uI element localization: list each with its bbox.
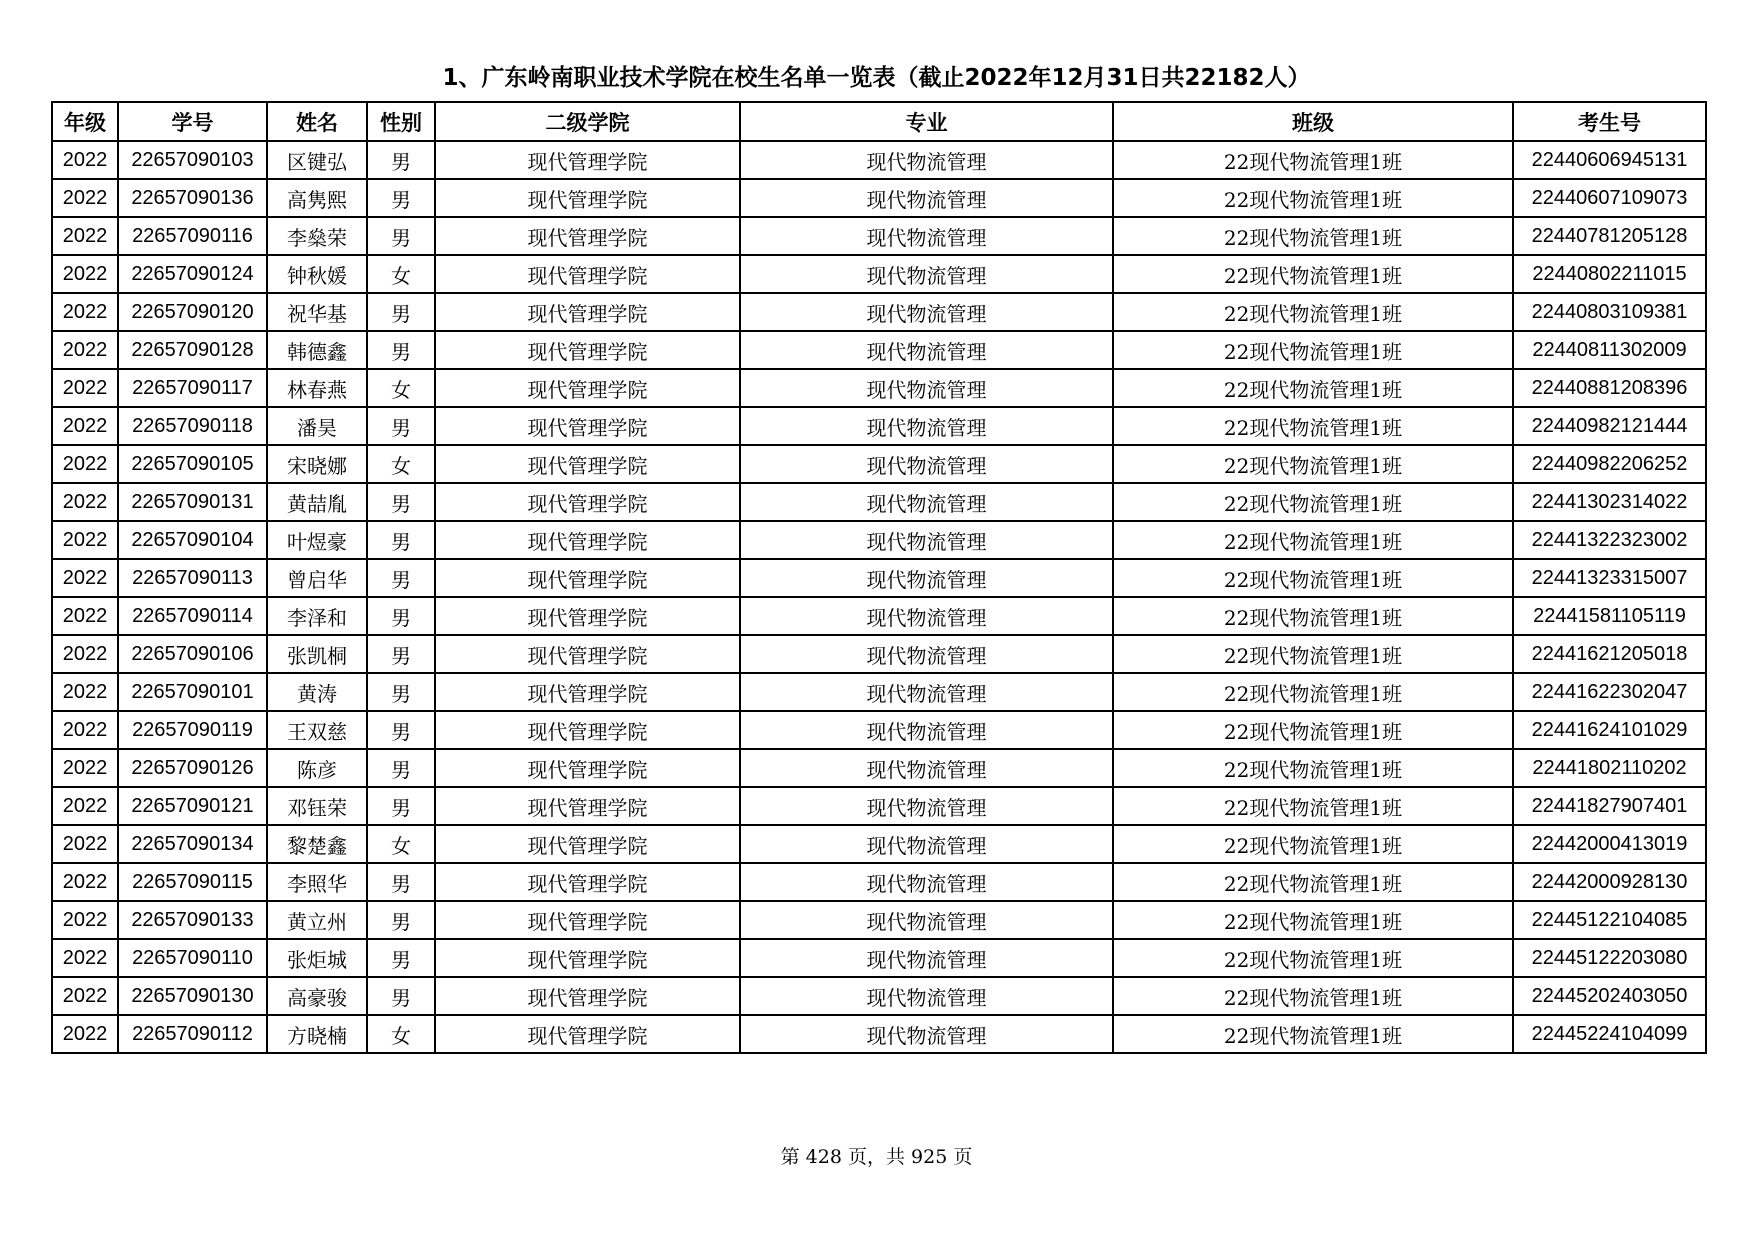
gender-cell: 男 — [367, 901, 435, 939]
college-cell: 现代管理学院 — [435, 179, 740, 217]
student-id-cell: 22657090101 — [118, 673, 267, 711]
class-cell: 22现代物流管理1班 — [1113, 293, 1513, 331]
grade-cell: 2022 — [52, 179, 118, 217]
grade-cell: 2022 — [52, 331, 118, 369]
name-cell: 张凯桐 — [267, 635, 367, 673]
gender-cell: 女 — [367, 369, 435, 407]
college-cell: 现代管理学院 — [435, 749, 740, 787]
exam-number-cell: 22445122203080 — [1513, 939, 1706, 977]
page-number-footer: 第 428 页，共 925 页 — [780, 1146, 973, 1168]
gender-cell: 男 — [367, 521, 435, 559]
major-cell: 现代物流管理 — [740, 825, 1113, 863]
exam-number-cell: 22441323315007 — [1513, 559, 1706, 597]
gender-cell: 男 — [367, 217, 435, 255]
major-cell: 现代物流管理 — [740, 483, 1113, 521]
class-cell: 22现代物流管理1班 — [1113, 1015, 1513, 1053]
table-row — [52, 141, 1706, 179]
table-row — [52, 445, 1706, 483]
exam-number-cell: 22441322323002 — [1513, 521, 1706, 559]
table-row — [52, 749, 1706, 787]
college-cell: 现代管理学院 — [435, 521, 740, 559]
student-id-cell: 22657090133 — [118, 901, 267, 939]
table-row — [52, 331, 1706, 369]
name-cell: 祝华基 — [267, 293, 367, 331]
class-cell: 22现代物流管理1班 — [1113, 977, 1513, 1015]
exam-number-cell: 22440982121444 — [1513, 407, 1706, 445]
student-id-cell: 22657090105 — [118, 445, 267, 483]
name-cell: 叶煜豪 — [267, 521, 367, 559]
class-cell: 22现代物流管理1班 — [1113, 255, 1513, 293]
grade-cell: 2022 — [52, 749, 118, 787]
exam-number-cell: 22441624101029 — [1513, 711, 1706, 749]
grade-cell: 2022 — [52, 977, 118, 1015]
class-cell: 22现代物流管理1班 — [1113, 483, 1513, 521]
table-row — [52, 521, 1706, 559]
table-row — [52, 293, 1706, 331]
exam-number-cell: 22445224104099 — [1513, 1015, 1706, 1053]
grade-cell: 2022 — [52, 521, 118, 559]
table-row — [52, 1015, 1706, 1053]
class-cell: 22现代物流管理1班 — [1113, 939, 1513, 977]
grade-cell: 2022 — [52, 901, 118, 939]
exam-number-cell: 22442000413019 — [1513, 825, 1706, 863]
exam-number-cell: 22441302314022 — [1513, 483, 1706, 521]
college-cell: 现代管理学院 — [435, 863, 740, 901]
name-cell: 张炬城 — [267, 939, 367, 977]
table-row — [52, 711, 1706, 749]
table-row — [52, 673, 1706, 711]
college-cell: 现代管理学院 — [435, 331, 740, 369]
college-cell: 现代管理学院 — [435, 141, 740, 179]
name-cell: 高豪骏 — [267, 977, 367, 1015]
class-cell: 22现代物流管理1班 — [1113, 901, 1513, 939]
class-cell: 22现代物流管理1班 — [1113, 749, 1513, 787]
class-cell: 22现代物流管理1班 — [1113, 521, 1513, 559]
table-row — [52, 939, 1706, 977]
college-cell: 现代管理学院 — [435, 217, 740, 255]
document-title: 1、广东岭南职业技术学院在校生名单一览表（截止2022年12月31日共22182人） — [442, 65, 1311, 91]
grade-cell: 2022 — [52, 293, 118, 331]
gender-cell: 女 — [367, 1015, 435, 1053]
college-cell: 现代管理学院 — [435, 559, 740, 597]
exam-number-cell: 22441827907401 — [1513, 787, 1706, 825]
college-cell: 现代管理学院 — [435, 901, 740, 939]
major-cell: 现代物流管理 — [740, 521, 1113, 559]
college-cell: 现代管理学院 — [435, 1015, 740, 1053]
grade-cell: 2022 — [52, 559, 118, 597]
student-id-cell: 22657090136 — [118, 179, 267, 217]
name-cell: 黄立州 — [267, 901, 367, 939]
student-id-cell: 22657090126 — [118, 749, 267, 787]
college-cell: 现代管理学院 — [435, 825, 740, 863]
grade-cell: 2022 — [52, 217, 118, 255]
header-exam-number: 考生号 — [1513, 102, 1706, 141]
table-row — [52, 179, 1706, 217]
name-cell: 方晓楠 — [267, 1015, 367, 1053]
grade-cell: 2022 — [52, 483, 118, 521]
gender-cell: 女 — [367, 825, 435, 863]
gender-cell: 男 — [367, 179, 435, 217]
major-cell: 现代物流管理 — [740, 559, 1113, 597]
college-cell: 现代管理学院 — [435, 369, 740, 407]
exam-number-cell: 22445122104085 — [1513, 901, 1706, 939]
college-cell: 现代管理学院 — [435, 939, 740, 977]
major-cell: 现代物流管理 — [740, 1015, 1113, 1053]
name-cell: 潘昊 — [267, 407, 367, 445]
gender-cell: 男 — [367, 635, 435, 673]
student-roster-table — [51, 101, 1707, 1054]
table-row — [52, 483, 1706, 521]
major-cell: 现代物流管理 — [740, 331, 1113, 369]
major-cell: 现代物流管理 — [740, 673, 1113, 711]
class-cell: 22现代物流管理1班 — [1113, 369, 1513, 407]
table-row — [52, 787, 1706, 825]
class-cell: 22现代物流管理1班 — [1113, 445, 1513, 483]
gender-cell: 男 — [367, 787, 435, 825]
gender-cell: 男 — [367, 711, 435, 749]
exam-number-cell: 22440982206252 — [1513, 445, 1706, 483]
class-cell: 22现代物流管理1班 — [1113, 179, 1513, 217]
student-id-cell: 22657090112 — [118, 1015, 267, 1053]
name-cell: 韩德鑫 — [267, 331, 367, 369]
grade-cell: 2022 — [52, 787, 118, 825]
grade-cell: 2022 — [52, 445, 118, 483]
header-college: 二级学院 — [435, 102, 740, 141]
class-cell: 22现代物流管理1班 — [1113, 331, 1513, 369]
exam-number-cell: 22440606945131 — [1513, 141, 1706, 179]
header-gender: 性别 — [367, 102, 435, 141]
student-id-cell: 22657090115 — [118, 863, 267, 901]
grade-cell: 2022 — [52, 407, 118, 445]
student-id-cell: 22657090120 — [118, 293, 267, 331]
gender-cell: 女 — [367, 445, 435, 483]
name-cell: 黎楚鑫 — [267, 825, 367, 863]
college-cell: 现代管理学院 — [435, 255, 740, 293]
name-cell: 区键弘 — [267, 141, 367, 179]
table-header-row — [52, 102, 1706, 141]
college-cell: 现代管理学院 — [435, 635, 740, 673]
major-cell: 现代物流管理 — [740, 749, 1113, 787]
gender-cell: 男 — [367, 559, 435, 597]
student-id-cell: 22657090128 — [118, 331, 267, 369]
gender-cell: 男 — [367, 939, 435, 977]
gender-cell: 男 — [367, 597, 435, 635]
class-cell: 22现代物流管理1班 — [1113, 825, 1513, 863]
grade-cell: 2022 — [52, 1015, 118, 1053]
college-cell: 现代管理学院 — [435, 407, 740, 445]
name-cell: 林春燕 — [267, 369, 367, 407]
student-id-cell: 22657090117 — [118, 369, 267, 407]
grade-cell: 2022 — [52, 255, 118, 293]
college-cell: 现代管理学院 — [435, 445, 740, 483]
grade-cell: 2022 — [52, 597, 118, 635]
student-id-cell: 22657090114 — [118, 597, 267, 635]
table-row — [52, 217, 1706, 255]
name-cell: 宋晓娜 — [267, 445, 367, 483]
exam-number-cell: 22440607109073 — [1513, 179, 1706, 217]
major-cell: 现代物流管理 — [740, 255, 1113, 293]
exam-number-cell: 22441581105119 — [1513, 597, 1706, 635]
gender-cell: 男 — [367, 407, 435, 445]
table-row — [52, 901, 1706, 939]
name-cell: 曾启华 — [267, 559, 367, 597]
major-cell: 现代物流管理 — [740, 597, 1113, 635]
student-id-cell: 22657090106 — [118, 635, 267, 673]
grade-cell: 2022 — [52, 863, 118, 901]
college-cell: 现代管理学院 — [435, 483, 740, 521]
class-cell: 22现代物流管理1班 — [1113, 787, 1513, 825]
gender-cell: 男 — [367, 483, 435, 521]
major-cell: 现代物流管理 — [740, 293, 1113, 331]
name-cell: 陈彦 — [267, 749, 367, 787]
table-row — [52, 977, 1706, 1015]
class-cell: 22现代物流管理1班 — [1113, 673, 1513, 711]
class-cell: 22现代物流管理1班 — [1113, 217, 1513, 255]
class-cell: 22现代物流管理1班 — [1113, 407, 1513, 445]
student-id-cell: 22657090110 — [118, 939, 267, 977]
header-grade: 年级 — [52, 102, 118, 141]
major-cell: 现代物流管理 — [740, 635, 1113, 673]
student-id-cell: 22657090118 — [118, 407, 267, 445]
table-row — [52, 407, 1706, 445]
major-cell: 现代物流管理 — [740, 901, 1113, 939]
header-name: 姓名 — [267, 102, 367, 141]
exam-number-cell: 22440811302009 — [1513, 331, 1706, 369]
gender-cell: 男 — [367, 331, 435, 369]
major-cell: 现代物流管理 — [740, 217, 1113, 255]
table-body — [52, 141, 1706, 1053]
grade-cell: 2022 — [52, 939, 118, 977]
major-cell: 现代物流管理 — [740, 369, 1113, 407]
college-cell: 现代管理学院 — [435, 977, 740, 1015]
class-cell: 22现代物流管理1班 — [1113, 141, 1513, 179]
grade-cell: 2022 — [52, 673, 118, 711]
student-id-cell: 22657090104 — [118, 521, 267, 559]
student-id-cell: 22657090103 — [118, 141, 267, 179]
college-cell: 现代管理学院 — [435, 597, 740, 635]
major-cell: 现代物流管理 — [740, 939, 1113, 977]
exam-number-cell: 22442000928130 — [1513, 863, 1706, 901]
table-row — [52, 597, 1706, 635]
student-id-cell: 22657090119 — [118, 711, 267, 749]
gender-cell: 男 — [367, 673, 435, 711]
class-cell: 22现代物流管理1班 — [1113, 559, 1513, 597]
college-cell: 现代管理学院 — [435, 787, 740, 825]
student-id-cell: 22657090121 — [118, 787, 267, 825]
grade-cell: 2022 — [52, 141, 118, 179]
college-cell: 现代管理学院 — [435, 673, 740, 711]
table-row — [52, 559, 1706, 597]
gender-cell: 女 — [367, 255, 435, 293]
table-row — [52, 863, 1706, 901]
gender-cell: 男 — [367, 977, 435, 1015]
gender-cell: 男 — [367, 749, 435, 787]
exam-number-cell: 22441621205018 — [1513, 635, 1706, 673]
class-cell: 22现代物流管理1班 — [1113, 863, 1513, 901]
table-row — [52, 255, 1706, 293]
table-row — [52, 825, 1706, 863]
student-id-cell: 22657090134 — [118, 825, 267, 863]
gender-cell: 男 — [367, 293, 435, 331]
college-cell: 现代管理学院 — [435, 711, 740, 749]
major-cell: 现代物流管理 — [740, 407, 1113, 445]
student-id-cell: 22657090130 — [118, 977, 267, 1015]
name-cell: 李燊荣 — [267, 217, 367, 255]
table-row — [52, 369, 1706, 407]
gender-cell: 男 — [367, 141, 435, 179]
name-cell: 黄喆胤 — [267, 483, 367, 521]
major-cell: 现代物流管理 — [740, 445, 1113, 483]
major-cell: 现代物流管理 — [740, 863, 1113, 901]
exam-number-cell: 22441622302047 — [1513, 673, 1706, 711]
major-cell: 现代物流管理 — [740, 141, 1113, 179]
name-cell: 黄涛 — [267, 673, 367, 711]
name-cell: 邓钰荣 — [267, 787, 367, 825]
exam-number-cell: 22440881208396 — [1513, 369, 1706, 407]
name-cell: 钟秋媛 — [267, 255, 367, 293]
exam-number-cell: 22440802211015 — [1513, 255, 1706, 293]
name-cell: 李泽和 — [267, 597, 367, 635]
student-id-cell: 22657090116 — [118, 217, 267, 255]
name-cell: 王双慈 — [267, 711, 367, 749]
header-class: 班级 — [1113, 102, 1513, 141]
exam-number-cell: 22445202403050 — [1513, 977, 1706, 1015]
class-cell: 22现代物流管理1班 — [1113, 635, 1513, 673]
table-row — [52, 635, 1706, 673]
student-id-cell: 22657090124 — [118, 255, 267, 293]
name-cell: 李照华 — [267, 863, 367, 901]
major-cell: 现代物流管理 — [740, 179, 1113, 217]
class-cell: 22现代物流管理1班 — [1113, 597, 1513, 635]
exam-number-cell: 22440803109381 — [1513, 293, 1706, 331]
class-cell: 22现代物流管理1班 — [1113, 711, 1513, 749]
grade-cell: 2022 — [52, 369, 118, 407]
gender-cell: 男 — [367, 863, 435, 901]
grade-cell: 2022 — [52, 711, 118, 749]
exam-number-cell: 22441802110202 — [1513, 749, 1706, 787]
exam-number-cell: 22440781205128 — [1513, 217, 1706, 255]
major-cell: 现代物流管理 — [740, 711, 1113, 749]
college-cell: 现代管理学院 — [435, 293, 740, 331]
student-id-cell: 22657090113 — [118, 559, 267, 597]
grade-cell: 2022 — [52, 635, 118, 673]
header-major: 专业 — [740, 102, 1113, 141]
major-cell: 现代物流管理 — [740, 787, 1113, 825]
major-cell: 现代物流管理 — [740, 977, 1113, 1015]
student-id-cell: 22657090131 — [118, 483, 267, 521]
name-cell: 高隽熙 — [267, 179, 367, 217]
header-student-id: 学号 — [118, 102, 267, 141]
grade-cell: 2022 — [52, 825, 118, 863]
